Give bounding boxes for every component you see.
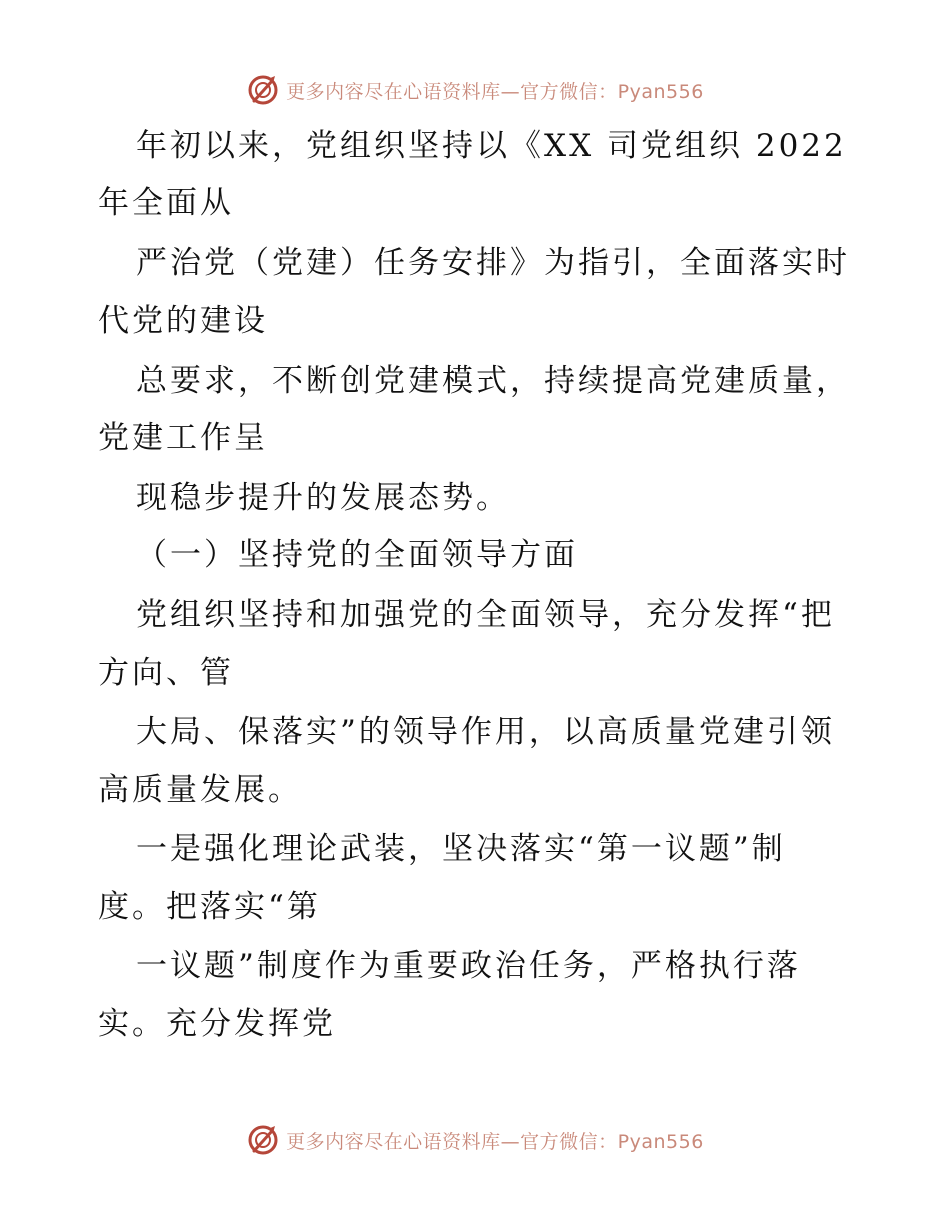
- body-line: 代党的建设: [98, 303, 268, 339]
- brush-logo-icon: [246, 73, 280, 107]
- brush-logo-icon: [246, 1123, 280, 1157]
- body-line: 实。充分发挥党: [98, 1006, 336, 1042]
- footer-watermark-text: 更多内容尽在心语资料库—官方微信：Pyan556: [286, 1130, 704, 1153]
- body-line: 一议题”制度作为重要政治任务，严格执行落: [136, 948, 801, 984]
- section-heading: （一）坚持党的全面领导方面: [136, 537, 578, 573]
- body-line: 一是强化理论武装，坚决落实“第一议题”制: [136, 831, 786, 867]
- body-line: 年全面从: [98, 185, 234, 221]
- body-line: 现稳步提升的发展态势。: [136, 480, 510, 516]
- body-line: 总要求，不断创党建模式，持续提高党建质量，: [136, 363, 850, 399]
- body-line: 党建工作呈: [98, 420, 268, 456]
- header-watermark-text: 更多内容尽在心语资料库—官方微信：Pyan556: [286, 80, 704, 103]
- body-line: 方向、管: [98, 655, 234, 691]
- body-line: 党组织坚持和加强党的全面领导，充分发挥“把: [136, 597, 835, 633]
- body-line: 年初以来，党组织坚持以《XX 司党组织 2022: [136, 128, 847, 164]
- body-line: 严治党（党建）任务安排》为指引，全面落实时: [136, 245, 850, 281]
- footer-watermark: [0, 1120, 950, 1160]
- body-line: 度。把落实“第: [98, 889, 321, 925]
- body-line: 高质量发展。: [98, 772, 302, 808]
- header-watermark: [0, 70, 950, 110]
- body-line: 大局、保落实”的领导作用，以高质量党建引领: [136, 714, 835, 750]
